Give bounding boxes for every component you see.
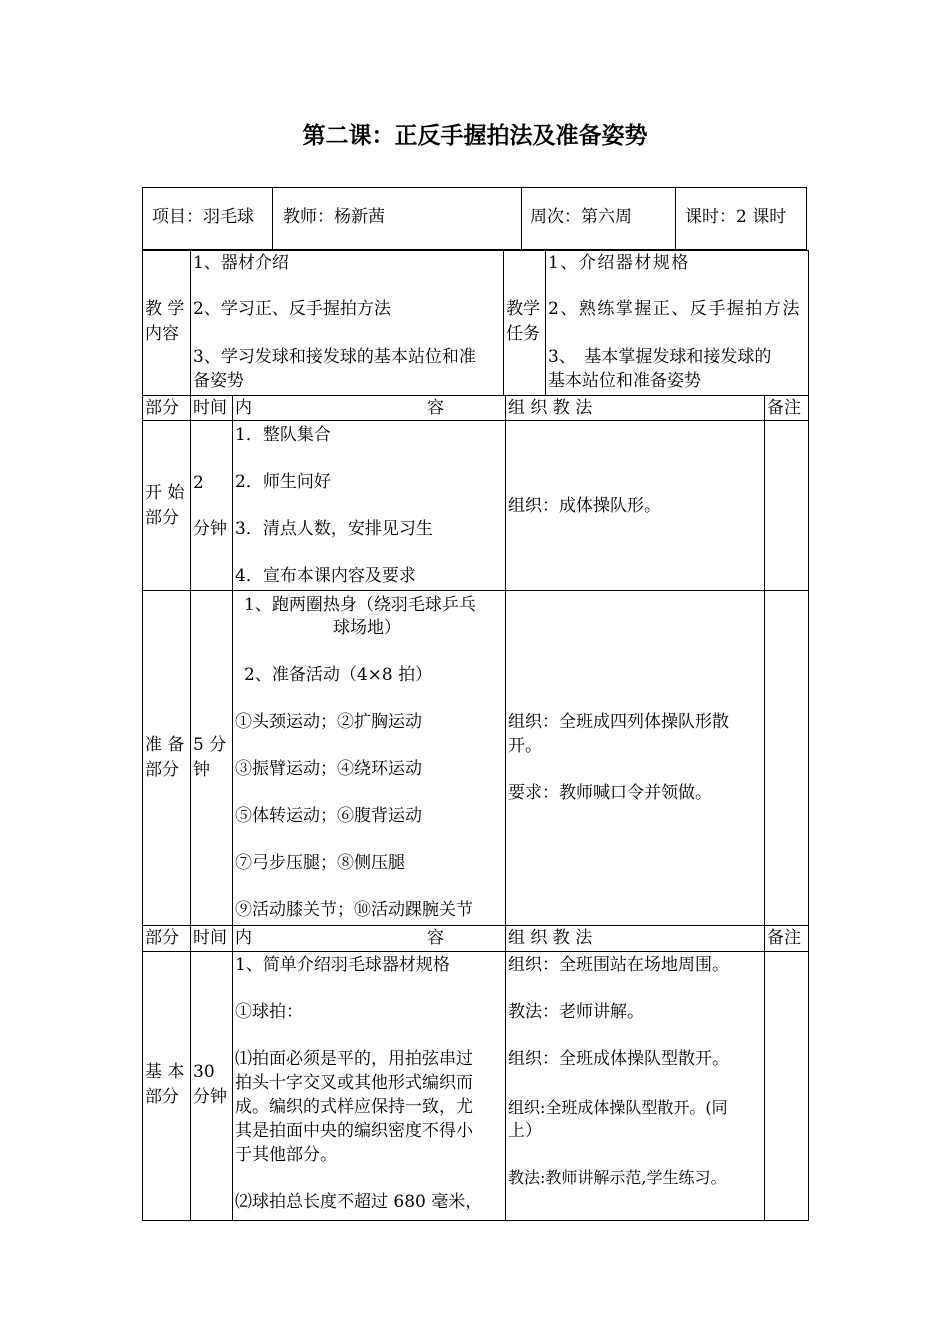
- content-item: 3、学习发球和接发球的基本站位和准: [193, 347, 476, 367]
- start-time-2: 分钟: [193, 519, 227, 539]
- prep-part-2: 部分: [145, 760, 179, 780]
- basic-item: 成。编织的式样应保持一致，尤: [235, 1097, 473, 1117]
- start-item: 1．整队集合: [235, 425, 331, 445]
- basic-method: 教法:教师讲解示范,学生练习。: [508, 1168, 727, 1187]
- prep-item: ⑦弓步压腿；⑧侧压腿: [235, 853, 405, 873]
- col-content-b: 容: [427, 928, 444, 948]
- content-item: 1、器材介绍: [193, 253, 289, 273]
- col-part: 部分: [145, 928, 179, 948]
- basic-item: ⑵球拍总长度不超过 680 毫米，: [235, 1192, 483, 1212]
- basic-item: 于其他部分。: [235, 1145, 337, 1165]
- prep-method: 要求：教师喊口令并领做。: [508, 783, 712, 803]
- start-item: 2．师生问好: [235, 472, 331, 492]
- prep-time: 5 分: [193, 735, 227, 755]
- col-content: 内: [235, 398, 252, 418]
- prep-method: 组织：全班成四列体操队形散: [508, 712, 729, 732]
- basic-item: ①球拍：: [235, 1002, 303, 1022]
- basic-method: 组织：全班围站在场地周围。: [508, 955, 729, 975]
- start-item: 3．清点人数，安排见习生: [235, 519, 433, 539]
- task-label: 教学: [506, 299, 540, 319]
- basic-time: 30: [193, 1062, 215, 1082]
- prep-item: 2、准备活动（4×8 拍）: [244, 665, 433, 685]
- prep-item: ⑨活动膝关节；⑩活动踝腕关节: [235, 900, 473, 920]
- task-item: 2、熟练掌握正、反手握拍方法: [548, 299, 801, 319]
- col-content-b: 容: [427, 398, 444, 418]
- basic-item: 其是拍面中央的编织密度不得小: [235, 1121, 473, 1141]
- start-item: 4．宣布本课内容及要求: [235, 566, 416, 586]
- col-note: 备注: [767, 398, 801, 418]
- prep-method: 开。: [508, 736, 542, 756]
- col-time: 时间: [193, 398, 227, 418]
- task-item: 1、介绍器材规格: [548, 253, 690, 273]
- content-label: 教 学: [145, 299, 185, 319]
- prep-time-2: 钟: [193, 760, 210, 780]
- prep-item: ①头颈运动；②扩胸运动: [235, 712, 422, 732]
- start-time: 2: [193, 473, 204, 493]
- task-item: 基本站位和准备姿势: [548, 371, 701, 391]
- basic-item: 1、简单介绍羽毛球器材规格: [235, 955, 450, 975]
- basic-part-2: 部分: [145, 1087, 179, 1107]
- basic-part: 基 本: [145, 1062, 185, 1082]
- start-part-2: 部分: [145, 508, 179, 528]
- prep-item: ③振臂运动；④绕环运动: [235, 759, 422, 779]
- basic-method: 组织：全班成体操队型散开。: [508, 1049, 729, 1069]
- start-method: 组织：成体操队形。: [508, 496, 661, 516]
- col-part: 部分: [145, 398, 179, 418]
- col-note: 备注: [767, 928, 801, 948]
- basic-method: 组织:全班成体操队型散开。(同: [508, 1098, 728, 1117]
- prep-item: 1、跑两圈热身（绕羽毛球乒乓: [244, 595, 476, 615]
- content-label-2: 内容: [145, 324, 179, 344]
- hours-label: 课时：2 课时: [685, 207, 787, 227]
- col-method: 组 织 教 法: [508, 928, 593, 948]
- content-item: 2、学习正、反手握拍方法: [193, 299, 391, 319]
- project-label: 项目：羽毛球: [152, 207, 254, 227]
- page-title: 第二课：正反手握拍法及准备姿势: [302, 123, 648, 149]
- basic-time-2: 分钟: [193, 1087, 227, 1107]
- prep-part: 准 备: [145, 735, 185, 755]
- basic-item: ⑴拍面必须是平的，用拍弦串过: [235, 1049, 473, 1069]
- task-label-2: 任务: [506, 324, 540, 344]
- col-time: 时间: [193, 928, 227, 948]
- basic-method: 上）: [508, 1121, 542, 1141]
- teacher-label: 教师：杨新茜: [283, 207, 385, 227]
- col-method: 组 织 教 法: [508, 398, 593, 418]
- week-label: 周次：第六周: [530, 207, 632, 227]
- prep-item: ⑤体转运动；⑥腹背运动: [235, 806, 422, 826]
- prep-item: 球场地）: [333, 618, 401, 638]
- start-part: 开 始: [145, 483, 185, 503]
- basic-item: 拍头十字交叉或其他形式编织而: [235, 1073, 473, 1093]
- basic-method: 教法：老师讲解。: [508, 1002, 644, 1022]
- content-item: 备姿势: [193, 371, 244, 391]
- task-item: 3、 基本掌握发球和接发球的: [548, 347, 772, 367]
- col-content: 内: [235, 928, 252, 948]
